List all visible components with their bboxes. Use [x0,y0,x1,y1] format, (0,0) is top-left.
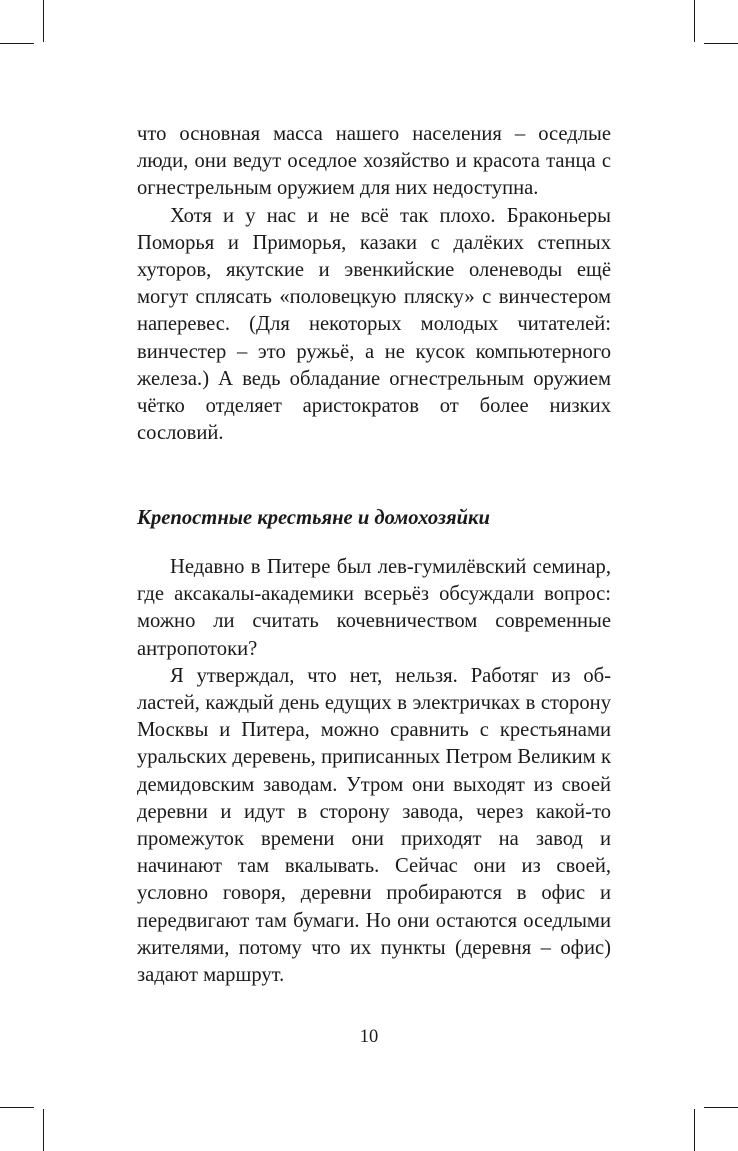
crop-mark-top-left-vertical [43,0,44,42]
paragraph: Недавно в Питере был лев-гумилёвский семинар, где аксакалы-академики всерьёз обсуждали вопрос: можно ли считать кочевничеством современные антропотоки? [137,556,611,660]
crop-mark-bottom-right-vertical [694,1109,695,1151]
section-heading: Крепостные крестьяне и домохозяйки [137,507,490,529]
crop-mark-top-left-horizontal [0,43,34,44]
crop-mark-top-right-horizontal [704,43,738,44]
paragraph-continuation: что основная масса нашего населения – оседлые люди, они ведут оседлое хозяйство и красота танца с огнестрельным оружием для них недоступна. [137,123,611,200]
crop-mark-bottom-left-horizontal [0,1107,34,1108]
page-number: 10 [359,1027,379,1047]
crop-mark-top-right-vertical [694,0,695,42]
crop-mark-bottom-left-vertical [43,1109,44,1151]
body-text-top [137,121,611,447]
crop-mark-bottom-right-horizontal [704,1107,738,1108]
body-text-bottom [137,554,611,989]
paragraph: Я утверждал, что нет, нельзя. Работяг из областей, каждый день едущих в электричках в сторону Москвы и Питера, можно сравнить с крестьянами уральских деревень, приписанных Петром Великим к демидовским заводам. Утром они выходят из своей деревни и идут в сторону завода, через какой-то промежуток времени они приходят на завод и начинают там вкалывать. Сейчас они из своей, условно говоря, деревни пробираются в офис и передвигают там бумаги. Но они остаются оседлыми жителями, потому что их пункты (деревня – офис) задают маршрут. [137,664,611,987]
paragraph: Хотя и у нас и не всё так плохо. Браконьеры Поморья и Приморья, казаки с далёких степных хуторов, якутские и эвенкийские оленеводы ещё могут сплясать «половецкую пляску» с винчестером наперевес. (Для некоторых молодых читателей: винчестер – это ружьё, а не кусок компьютерного железа.) А ведь обладание огнестрельным оружием чётко отделяет аристократов от более низких сословий. [137,204,611,445]
